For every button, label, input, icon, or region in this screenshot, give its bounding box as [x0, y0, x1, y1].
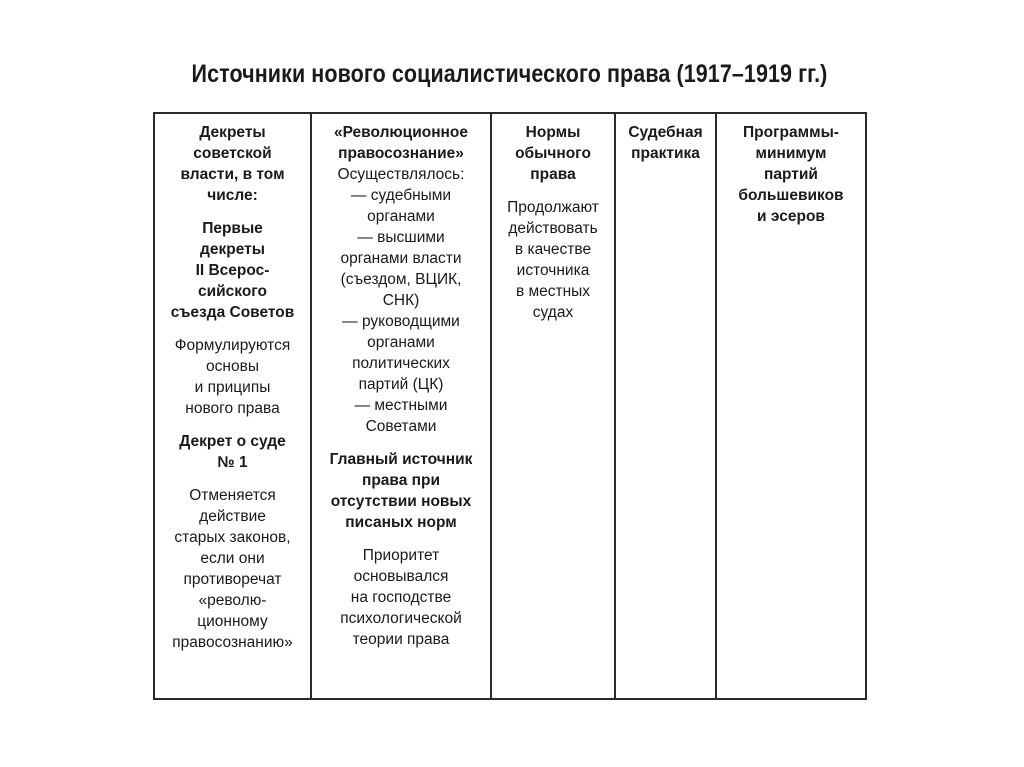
party-programs-heading: Программы- минимум партий большевиков и эсеров: [738, 124, 844, 225]
column-judicial-practice: [616, 114, 717, 698]
column-customary-law: [492, 114, 616, 698]
revolutionary-consciousness-heading: «Революционное правосознание»: [333, 124, 469, 162]
revolutionary-consciousness-text: Осуществлялось: — судебными органами — высшими органами власти (съездом, ВЦИК, СНК) — руководщими органами политических партий (ЦК) — местными Советами: [337, 166, 465, 435]
court-decree-text: Отменяется действие старых законов, если они противоречат «револю- ционному правосознанию»: [172, 487, 293, 651]
column-revolutionary-consciousness: [312, 114, 492, 698]
decrees-heading: Декреты советской власти, в том числе:: [180, 124, 285, 204]
sources-table: [153, 112, 867, 700]
judicial-practice-heading: Судебная практика: [628, 124, 703, 162]
customary-law-text: Продолжают действовать в качестве источника в местных судах: [507, 199, 599, 321]
court-decree-heading: Декрет о суде № 1: [179, 433, 286, 471]
main-source-heading: Главный источник права при отсутствии новых писаных норм: [329, 451, 473, 531]
page-title: Источники нового социалистического права (1917–1919 гг.): [191, 60, 828, 88]
column-party-programs: [717, 114, 865, 698]
first-decrees-heading: Первые декреты II Всерос- сийского съезда Советов: [170, 220, 295, 321]
customary-law-heading: Нормы обычного права: [515, 124, 591, 183]
first-decrees-text: Формулируются основы и приципы нового права: [174, 337, 291, 417]
priority-text: Приоритет основывался на господстве психологической теории права: [340, 547, 462, 648]
column-decrees: [155, 114, 312, 698]
